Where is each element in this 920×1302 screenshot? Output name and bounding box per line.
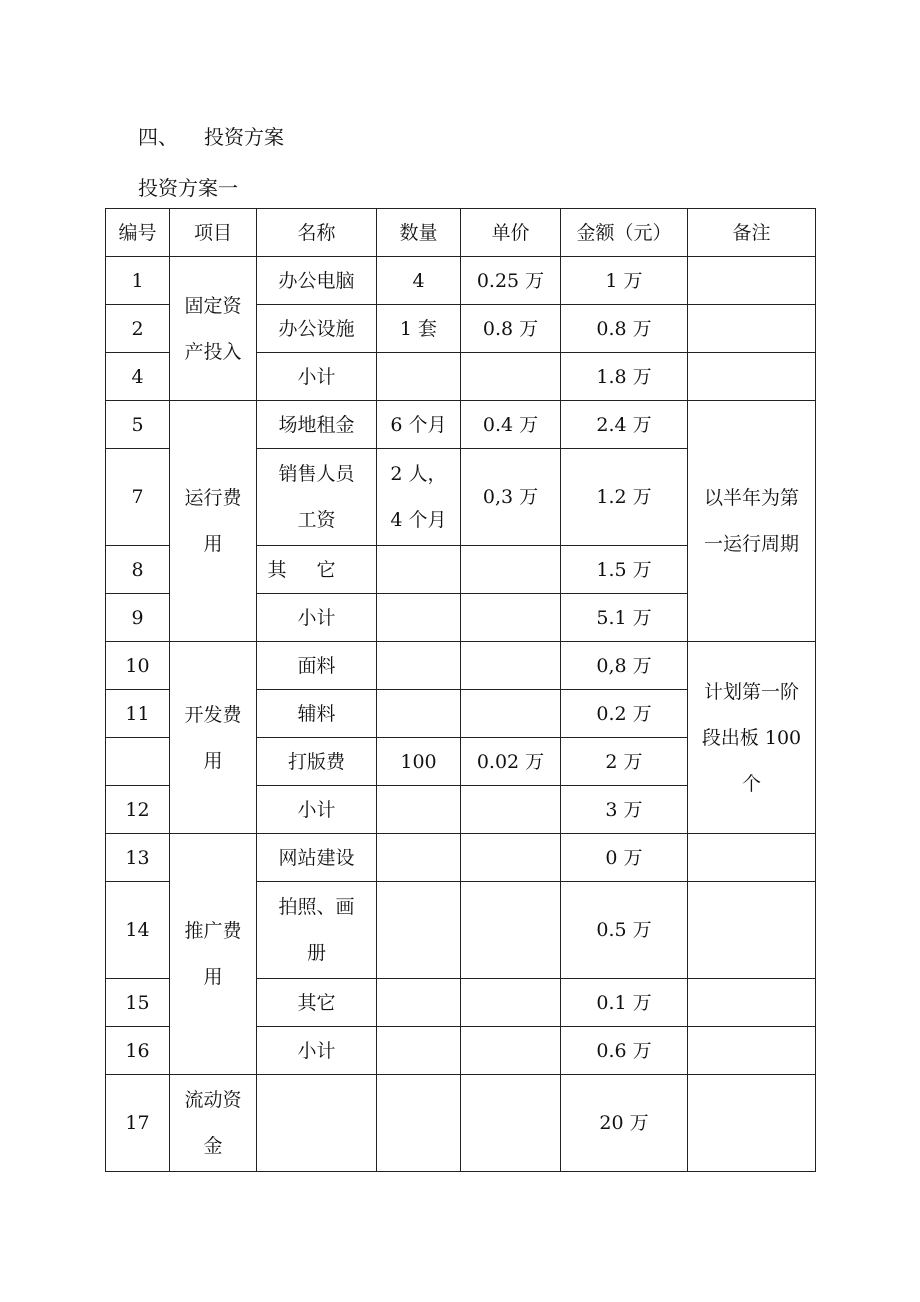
header-cell: 数量	[377, 209, 461, 257]
row-number	[106, 738, 170, 786]
row-number: 9	[106, 594, 170, 642]
unit-price	[461, 834, 561, 882]
investment-table	[105, 208, 816, 1172]
item-name	[257, 1075, 377, 1172]
header-cell: 名称	[257, 209, 377, 257]
unit-price	[461, 353, 561, 401]
row-number: 1	[106, 257, 170, 305]
quantity	[377, 642, 461, 690]
row-number: 17	[106, 1075, 170, 1172]
note	[688, 305, 816, 353]
quantity	[377, 353, 461, 401]
unit-price: 0.4 万	[461, 401, 561, 449]
unit-price	[461, 690, 561, 738]
row-number: 11	[106, 690, 170, 738]
unit-price: 0,3 万	[461, 449, 561, 546]
unit-price	[461, 882, 561, 979]
amount: 0.8 万	[561, 305, 688, 353]
quantity	[377, 546, 461, 594]
row-number: 15	[106, 979, 170, 1027]
unit-price	[461, 786, 561, 834]
header-cell: 单价	[461, 209, 561, 257]
quantity: 4	[377, 257, 461, 305]
item-name: 拍照、画 册	[257, 882, 377, 979]
quantity: 6 个月	[377, 401, 461, 449]
amount: 1.5 万	[561, 546, 688, 594]
table-row	[106, 257, 816, 305]
amount: 0,8 万	[561, 642, 688, 690]
table-row	[106, 642, 816, 690]
note	[688, 257, 816, 305]
note	[688, 882, 816, 979]
quantity: 2 人， 4 个月	[377, 449, 461, 546]
item-name: 其它	[257, 979, 377, 1027]
item-name: 小计	[257, 594, 377, 642]
category-cell: 运行费 用	[170, 401, 257, 642]
unit-price	[461, 979, 561, 1027]
item-name: 场地租金	[257, 401, 377, 449]
item-name: 销售人员 工资	[257, 449, 377, 546]
table-row	[106, 401, 816, 449]
row-number: 14	[106, 882, 170, 979]
unit-price	[461, 594, 561, 642]
amount: 3 万	[561, 786, 688, 834]
unit-price: 0.25 万	[461, 257, 561, 305]
amount: 2.4 万	[561, 401, 688, 449]
quantity	[377, 594, 461, 642]
unit-price	[461, 642, 561, 690]
header-cell: 编号	[106, 209, 170, 257]
amount: 0.1 万	[561, 979, 688, 1027]
note	[688, 979, 816, 1027]
header-cell: 金额（元）	[561, 209, 688, 257]
unit-price: 0.02 万	[461, 738, 561, 786]
item-name: 网站建设	[257, 834, 377, 882]
section-number: 四、	[138, 125, 178, 149]
category-cell: 固定资 产投入	[170, 257, 257, 401]
table-header-row	[106, 209, 816, 257]
category-cell: 推广费 用	[170, 834, 257, 1075]
quantity	[377, 1027, 461, 1075]
note	[688, 834, 816, 882]
row-number: 16	[106, 1027, 170, 1075]
note	[688, 353, 816, 401]
item-name: 小计	[257, 1027, 377, 1075]
amount: 2 万	[561, 738, 688, 786]
row-number: 8	[106, 546, 170, 594]
table-row	[106, 834, 816, 882]
note	[688, 1027, 816, 1075]
quantity: 100	[377, 738, 461, 786]
amount: 0.6 万	[561, 1027, 688, 1075]
amount: 0 万	[561, 834, 688, 882]
section-title: 投资方案	[204, 125, 284, 149]
quantity	[377, 690, 461, 738]
item-name: 小计	[257, 786, 377, 834]
quantity	[377, 786, 461, 834]
item-name: 打版费	[257, 738, 377, 786]
amount: 5.1 万	[561, 594, 688, 642]
unit-price	[461, 1075, 561, 1172]
note	[688, 1075, 816, 1172]
row-number: 5	[106, 401, 170, 449]
quantity	[377, 834, 461, 882]
item-name: 面料	[257, 642, 377, 690]
item-name: 其它	[257, 546, 377, 594]
unit-price	[461, 1027, 561, 1075]
header-cell: 项目	[170, 209, 257, 257]
row-number: 2	[106, 305, 170, 353]
amount: 0.5 万	[561, 882, 688, 979]
category-cell: 开发费 用	[170, 642, 257, 834]
note: 以半年为第 一运行周期	[688, 401, 816, 642]
header-cell: 备注	[688, 209, 816, 257]
row-number: 13	[106, 834, 170, 882]
row-number: 12	[106, 786, 170, 834]
quantity	[377, 882, 461, 979]
item-name: 办公设施	[257, 305, 377, 353]
quantity: 1 套	[377, 305, 461, 353]
category-cell: 流动资 金	[170, 1075, 257, 1172]
row-number: 7	[106, 449, 170, 546]
amount: 1.8 万	[561, 353, 688, 401]
plan-title: 投资方案一	[138, 176, 238, 200]
item-name: 小计	[257, 353, 377, 401]
row-number: 4	[106, 353, 170, 401]
unit-price	[461, 546, 561, 594]
quantity	[377, 1075, 461, 1172]
row-number: 10	[106, 642, 170, 690]
table-row	[106, 1075, 816, 1172]
amount: 1 万	[561, 257, 688, 305]
quantity	[377, 979, 461, 1027]
amount: 0.2 万	[561, 690, 688, 738]
note: 计划第一阶 段出板 100 个	[688, 642, 816, 834]
amount: 20 万	[561, 1075, 688, 1172]
item-name: 办公电脑	[257, 257, 377, 305]
item-name: 辅料	[257, 690, 377, 738]
section-heading	[138, 121, 284, 150]
unit-price: 0.8 万	[461, 305, 561, 353]
amount: 1.2 万	[561, 449, 688, 546]
